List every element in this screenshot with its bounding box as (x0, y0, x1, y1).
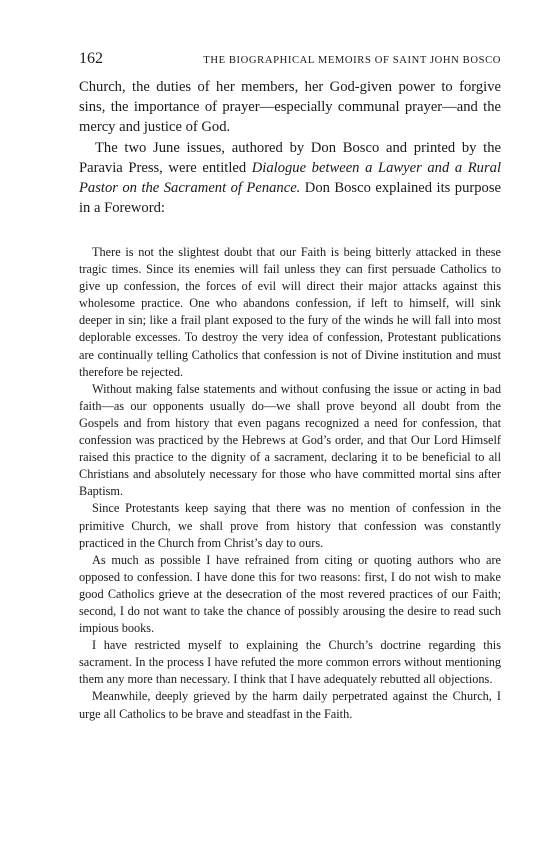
book-title: Dialogue between a Lawyer and a Rural Pastor on the Sacrament of Penance. (79, 159, 501, 197)
intro-paragraph-2 (79, 138, 501, 219)
intro-text-after-title: Don Bosco explained its purpose in a Foreword: (79, 180, 501, 217)
page-header (79, 50, 501, 70)
quote-paragraph: Meanwhile, deeply grieved by the harm daily perpetrated against the Church, I urge all Catholics to be brave and steadfast in the Faith. (79, 689, 501, 721)
intro-text-before-title: The two June issues, authored by Don Bosco and printed by the Paravia Press, were entitled (79, 139, 501, 176)
page-number: 162 (79, 50, 103, 67)
quote-paragraph: Without making false statements and without confusing the issue or acting in bad faith—as our opponents usually do—we shall prove beyond all doubt from the Gospels and from history that even pagans recognized a need for confession, that confession was practiced by the Hebrews at God’s order, and that Our Lord Himself raised this practice to the dignity of a sacrament, declaring it to be beneficial to all Christians and absolutely necessary for those who have committed mortal sins after Baptism. (79, 381, 501, 499)
quote-paragraph: Since Protestants keep saying that there was no mention of confession in the primitive Church, we shall prove from history that confession was constantly practiced in the Church from Christ’s day to ours. (79, 501, 501, 550)
quote-paragraph: As much as possible I have refrained from citing or quoting authors who are opposed to confession. I have done this for two reasons: first, I do not wish to make good Catholics grieve at the desecration of the most revered practices of our Faith; second, I do not want to take the chance of possibly arousing the desire to read such impious books. (79, 552, 501, 636)
running-head: THE BIOGRAPHICAL MEMOIRS OF SAINT JOHN BOSCO (203, 55, 501, 66)
body-text (79, 77, 501, 218)
quote-paragraph: There is not the slightest doubt that our Faith is being bitterly attacked in these tragic times. Since its enemies will fail unless they can first persuade Catholics to give up confession, the forces of evil will direct their major attacks against this wholesome practice. One who abandons confession, if left to himself, will sink deeper in sin; like a frail plant exposed to the fury of the winds he will fall into most deplorable excesses. To destroy the very idea of confession, Protestant publications are continually telling Catholics that confession is not of Divine institution and must therefore be rejected. (79, 245, 501, 379)
intro-paragraph-1: Church, the duties of her members, her God-given power to forgive sins, the importance of prayer—especially communal prayer—and the mercy and justice of God. (79, 79, 501, 136)
foreword-quote (79, 244, 501, 723)
quote-paragraph: I have restricted myself to explaining the Church’s doctrine regarding this sacrament. In the process I have refuted the more common errors without mentioning them any more than necessary. I think that I have adequately rebutted all objections. (79, 638, 501, 687)
